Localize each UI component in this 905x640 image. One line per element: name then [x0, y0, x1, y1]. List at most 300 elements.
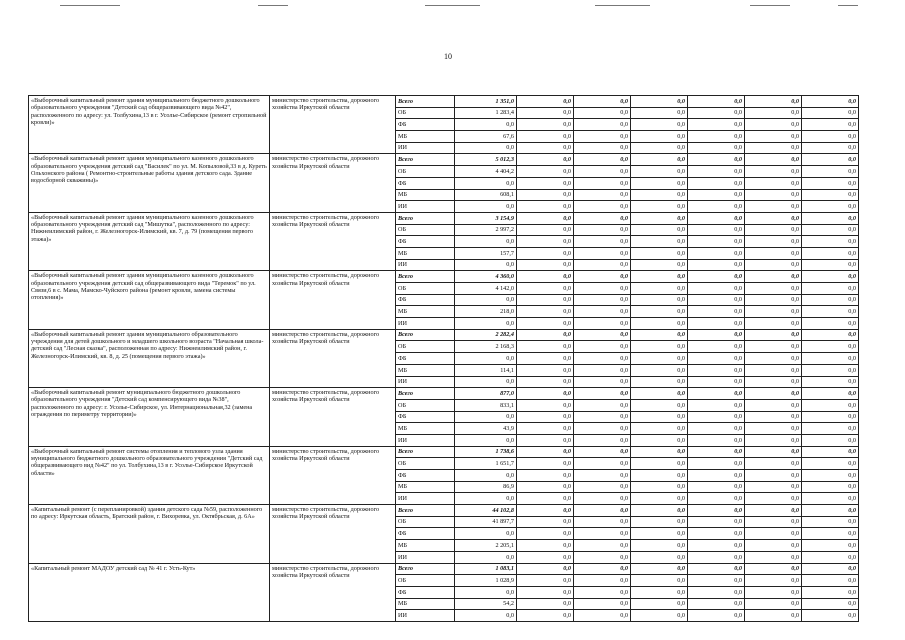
- amount-cell: 0,0: [631, 96, 688, 108]
- responsible-org: министерство строительства, дорожного хозяйства Иркутской области: [270, 212, 396, 270]
- amount-cell: 2 205,1: [455, 540, 517, 552]
- project-name: «Выборочный капитальный ремонт здания муниципального казенного дошкольного образовательного учреждения детский сад "Мишутка", расположенного по адресу: Нижнеилимский район, г. Железногорск-Илимский, кв. 7, д. 79 (помещения первого этажа)»: [29, 212, 270, 270]
- project-name: «Выборочный капитальный ремонт здания муниципального образовательного учреждения для детей дошкольного и младшего школьного возраста "Начальная школа-детский сад "Лесная сказка", расположенная по адресу: Нижнеилимский район, г. Железногорск-Илимский, кв. 8, д. 25 (помещения первого этажа)»: [29, 329, 270, 387]
- amount-cell: 0,0: [631, 563, 688, 575]
- amount-cell: 0,0: [745, 271, 802, 283]
- funding-source: ФБ: [396, 177, 455, 189]
- amount-cell: 0,0: [517, 224, 574, 236]
- amount-cell: 0,0: [802, 318, 859, 330]
- amount-cell: 0,0: [802, 294, 859, 306]
- amount-cell: 0,0: [574, 201, 631, 213]
- amount-cell: 0,0: [631, 201, 688, 213]
- amount-cell: 0,0: [517, 236, 574, 248]
- funding-source: Всего: [396, 271, 455, 283]
- amount-cell: 0,0: [745, 119, 802, 131]
- amount-cell: 0,0: [574, 364, 631, 376]
- amount-cell: 0,0: [455, 201, 517, 213]
- project-name: «Выборочный капитальный ремонт здания муниципального бюджетного дошкольного образовательного учреждения "Детский сад общеразвивающего вида №42", расположенного по адресу: ул. Толбухина,13 в г. Усолье-Сибирское (ремонт стропильной кровли)»: [29, 96, 270, 154]
- amount-cell: 0,0: [688, 528, 745, 540]
- amount-cell: 0,0: [802, 505, 859, 517]
- amount-cell: 0,0: [631, 470, 688, 482]
- amount-cell: 0,0: [688, 189, 745, 201]
- amount-cell: 1 283,4: [455, 107, 517, 119]
- amount-cell: 0,0: [631, 107, 688, 119]
- amount-cell: 0,0: [802, 96, 859, 108]
- amount-cell: 0,0: [455, 528, 517, 540]
- amount-cell: 0,0: [745, 540, 802, 552]
- amount-cell: 0,0: [631, 318, 688, 330]
- amount-cell: 0,0: [631, 329, 688, 341]
- amount-cell: 0,0: [802, 551, 859, 563]
- amount-cell: 0,0: [631, 224, 688, 236]
- amount-cell: 0,0: [574, 107, 631, 119]
- amount-cell: 0,0: [574, 423, 631, 435]
- amount-cell: 0,0: [802, 283, 859, 295]
- funding-source: ОБ: [396, 341, 455, 353]
- amount-cell: 0,0: [745, 341, 802, 353]
- amount-cell: 0,0: [517, 96, 574, 108]
- amount-cell: 0,0: [455, 236, 517, 248]
- amount-cell: 0,0: [745, 388, 802, 400]
- amount-cell: 0,0: [455, 259, 517, 271]
- amount-cell: 608,1: [455, 189, 517, 201]
- amount-cell: 0,0: [631, 575, 688, 587]
- amount-cell: 0,0: [745, 142, 802, 154]
- amount-cell: 0,0: [455, 493, 517, 505]
- amount-cell: 0,0: [688, 247, 745, 259]
- funding-source: ИИ: [396, 142, 455, 154]
- amount-cell: 0,0: [688, 458, 745, 470]
- table-row: [29, 329, 859, 341]
- amount-cell: 0,0: [688, 212, 745, 224]
- amount-cell: 0,0: [745, 154, 802, 166]
- amount-cell: 0,0: [574, 236, 631, 248]
- amount-cell: 0,0: [688, 434, 745, 446]
- responsible-org: министерство строительства, дорожного хозяйства Иркутской области: [270, 563, 396, 621]
- amount-cell: 0,0: [631, 212, 688, 224]
- amount-cell: 0,0: [574, 563, 631, 575]
- amount-cell: 833,1: [455, 399, 517, 411]
- amount-cell: 0,0: [574, 224, 631, 236]
- amount-cell: 0,0: [802, 376, 859, 388]
- amount-cell: 0,0: [517, 563, 574, 575]
- amount-cell: 0,0: [745, 247, 802, 259]
- amount-cell: 0,0: [631, 341, 688, 353]
- funding-source: МБ: [396, 306, 455, 318]
- amount-cell: 0,0: [688, 516, 745, 528]
- amount-cell: 0,0: [574, 283, 631, 295]
- amount-cell: 0,0: [688, 364, 745, 376]
- amount-cell: 0,0: [574, 306, 631, 318]
- amount-cell: 0,0: [802, 458, 859, 470]
- amount-cell: 0,0: [517, 212, 574, 224]
- amount-cell: 0,0: [745, 598, 802, 610]
- funding-source: ФБ: [396, 236, 455, 248]
- amount-cell: 0,0: [631, 259, 688, 271]
- amount-cell: 0,0: [631, 353, 688, 365]
- amount-cell: 0,0: [802, 131, 859, 143]
- funding-source: ИИ: [396, 376, 455, 388]
- amount-cell: 0,0: [688, 598, 745, 610]
- amount-cell: 0,0: [802, 388, 859, 400]
- amount-cell: 0,0: [517, 294, 574, 306]
- amount-cell: 0,0: [745, 516, 802, 528]
- amount-cell: 0,0: [517, 516, 574, 528]
- amount-cell: 0,0: [517, 318, 574, 330]
- amount-cell: 0,0: [802, 563, 859, 575]
- amount-cell: 0,0: [574, 189, 631, 201]
- amount-cell: 0,0: [631, 177, 688, 189]
- amount-cell: 0,0: [688, 329, 745, 341]
- funding-source: ФБ: [396, 586, 455, 598]
- amount-cell: 0,0: [745, 166, 802, 178]
- amount-cell: 0,0: [745, 131, 802, 143]
- amount-cell: 1 351,0: [455, 96, 517, 108]
- amount-cell: 0,0: [688, 177, 745, 189]
- amount-cell: 0,0: [745, 551, 802, 563]
- amount-cell: 0,0: [574, 142, 631, 154]
- amount-cell: 114,1: [455, 364, 517, 376]
- project-name: «Выборочный капитальный ремонт муниципального бюджетного дошкольного образовательного учреждения "Детский сад компенсирующего вида №38", расположенного по адресу: г. Усолье-Сибирское, ул. Интернациональная,32 (замена ограждения по периметру территории)»: [29, 388, 270, 446]
- table-row: [29, 154, 859, 166]
- amount-cell: 0,0: [802, 516, 859, 528]
- amount-cell: 0,0: [455, 376, 517, 388]
- scan-artifact-line: [838, 5, 858, 6]
- funding-source: Всего: [396, 212, 455, 224]
- amount-cell: 0,0: [455, 551, 517, 563]
- amount-cell: 0,0: [517, 283, 574, 295]
- funding-source: Всего: [396, 154, 455, 166]
- amount-cell: 0,0: [688, 341, 745, 353]
- amount-cell: 0,0: [745, 493, 802, 505]
- amount-cell: 0,0: [802, 411, 859, 423]
- amount-cell: 0,0: [631, 411, 688, 423]
- amount-cell: 0,0: [802, 224, 859, 236]
- amount-cell: 1 083,1: [455, 563, 517, 575]
- amount-cell: 0,0: [688, 481, 745, 493]
- amount-cell: 0,0: [455, 470, 517, 482]
- amount-cell: 0,0: [745, 212, 802, 224]
- amount-cell: 0,0: [631, 283, 688, 295]
- amount-cell: 0,0: [517, 598, 574, 610]
- amount-cell: 0,0: [631, 446, 688, 458]
- amount-cell: 67,6: [455, 131, 517, 143]
- amount-cell: 0,0: [631, 598, 688, 610]
- amount-cell: 0,0: [745, 399, 802, 411]
- amount-cell: 0,0: [688, 271, 745, 283]
- amount-cell: 43,9: [455, 423, 517, 435]
- amount-cell: 0,0: [517, 329, 574, 341]
- scan-artifact-line: [258, 5, 288, 6]
- amount-cell: 0,0: [631, 610, 688, 622]
- amount-cell: 0,0: [517, 177, 574, 189]
- amount-cell: 0,0: [745, 318, 802, 330]
- funding-source: МБ: [396, 364, 455, 376]
- funding-source: Всего: [396, 505, 455, 517]
- funding-source: МБ: [396, 598, 455, 610]
- amount-cell: 0,0: [517, 434, 574, 446]
- amount-cell: 0,0: [688, 259, 745, 271]
- funding-source: ОБ: [396, 399, 455, 411]
- amount-cell: 0,0: [688, 399, 745, 411]
- scan-artifact-line: [595, 5, 650, 6]
- amount-cell: 0,0: [688, 353, 745, 365]
- funding-source: МБ: [396, 131, 455, 143]
- amount-cell: 0,0: [802, 306, 859, 318]
- amount-cell: 0,0: [631, 364, 688, 376]
- amount-cell: 0,0: [688, 411, 745, 423]
- amount-cell: 0,0: [517, 399, 574, 411]
- table-row: [29, 563, 859, 575]
- amount-cell: 0,0: [631, 493, 688, 505]
- amount-cell: 0,0: [574, 505, 631, 517]
- amount-cell: 0,0: [574, 259, 631, 271]
- amount-cell: 0,0: [688, 107, 745, 119]
- amount-cell: 0,0: [631, 189, 688, 201]
- amount-cell: 0,0: [517, 341, 574, 353]
- funding-source: ИИ: [396, 551, 455, 563]
- amount-cell: 0,0: [688, 166, 745, 178]
- amount-cell: 0,0: [688, 318, 745, 330]
- amount-cell: 0,0: [455, 119, 517, 131]
- amount-cell: 0,0: [631, 236, 688, 248]
- funding-source: Всего: [396, 329, 455, 341]
- amount-cell: 0,0: [688, 224, 745, 236]
- funding-source: ИИ: [396, 259, 455, 271]
- amount-cell: 0,0: [802, 586, 859, 598]
- amount-cell: 0,0: [574, 528, 631, 540]
- amount-cell: 0,0: [802, 399, 859, 411]
- amount-cell: 0,0: [802, 119, 859, 131]
- amount-cell: 0,0: [574, 610, 631, 622]
- amount-cell: 0,0: [574, 294, 631, 306]
- amount-cell: 0,0: [455, 353, 517, 365]
- amount-cell: 0,0: [745, 364, 802, 376]
- amount-cell: 0,0: [455, 411, 517, 423]
- project-name: «Выборочный капитальный ремонт здания муниципального казенного дошкольного образовательного учреждения детский сад общеразвивающего вида "Теремок" по ул. Связи,6 в с. Мама, Мамско-Чуйского района (ремонт кровли, замена системы отопления)»: [29, 271, 270, 329]
- amount-cell: 0,0: [631, 154, 688, 166]
- funding-source: ФБ: [396, 353, 455, 365]
- amount-cell: 0,0: [574, 341, 631, 353]
- amount-cell: 0,0: [631, 131, 688, 143]
- table-row: [29, 212, 859, 224]
- amount-cell: 0,0: [802, 446, 859, 458]
- responsible-org: министерство строительства, дорожного хозяйства Иркутской области: [270, 271, 396, 329]
- amount-cell: 0,0: [455, 586, 517, 598]
- amount-cell: 0,0: [745, 458, 802, 470]
- table-row: [29, 446, 859, 458]
- amount-cell: 0,0: [688, 540, 745, 552]
- amount-cell: 0,0: [574, 540, 631, 552]
- scan-artifact-line: [60, 5, 120, 6]
- amount-cell: 2 282,4: [455, 329, 517, 341]
- amount-cell: 0,0: [802, 166, 859, 178]
- amount-cell: 0,0: [574, 493, 631, 505]
- amount-cell: 54,2: [455, 598, 517, 610]
- amount-cell: 0,0: [745, 446, 802, 458]
- table-row: [29, 505, 859, 517]
- scan-artifact-line: [425, 5, 480, 6]
- amount-cell: 4 404,2: [455, 166, 517, 178]
- amount-cell: 0,0: [517, 107, 574, 119]
- amount-cell: 0,0: [802, 259, 859, 271]
- amount-cell: 0,0: [745, 423, 802, 435]
- amount-cell: 0,0: [574, 575, 631, 587]
- amount-cell: 0,0: [688, 423, 745, 435]
- amount-cell: 0,0: [631, 271, 688, 283]
- amount-cell: 0,0: [745, 563, 802, 575]
- amount-cell: 0,0: [688, 283, 745, 295]
- amount-cell: 0,0: [574, 212, 631, 224]
- amount-cell: 0,0: [631, 458, 688, 470]
- amount-cell: 0,0: [517, 551, 574, 563]
- amount-cell: 0,0: [688, 119, 745, 131]
- amount-cell: 1 028,9: [455, 575, 517, 587]
- amount-cell: 0,0: [688, 131, 745, 143]
- amount-cell: 0,0: [517, 575, 574, 587]
- amount-cell: 0,0: [517, 201, 574, 213]
- amount-cell: 0,0: [517, 540, 574, 552]
- responsible-org: министерство строительства, дорожного хозяйства Иркутской области: [270, 446, 396, 504]
- amount-cell: 0,0: [802, 481, 859, 493]
- funding-source: МБ: [396, 423, 455, 435]
- amount-cell: 218,0: [455, 306, 517, 318]
- amount-cell: 0,0: [802, 107, 859, 119]
- amount-cell: 0,0: [631, 528, 688, 540]
- amount-cell: 0,0: [745, 306, 802, 318]
- funding-source: МБ: [396, 189, 455, 201]
- funding-source: МБ: [396, 247, 455, 259]
- project-name: «Капитальный ремонт (с перепланировкой) здания детского сада №59, расположенного по адресу: Иркутская область, Братский район, г. Вихоревка, ул. Октябрьская, д. 6А»: [29, 505, 270, 563]
- amount-cell: 0,0: [688, 446, 745, 458]
- amount-cell: 0,0: [688, 306, 745, 318]
- amount-cell: 0,0: [745, 259, 802, 271]
- amount-cell: 0,0: [574, 458, 631, 470]
- amount-cell: 0,0: [688, 505, 745, 517]
- amount-cell: 0,0: [802, 341, 859, 353]
- funding-source: ИИ: [396, 434, 455, 446]
- amount-cell: 0,0: [631, 540, 688, 552]
- amount-cell: 877,0: [455, 388, 517, 400]
- amount-cell: 0,0: [574, 434, 631, 446]
- amount-cell: 0,0: [745, 434, 802, 446]
- amount-cell: 0,0: [745, 283, 802, 295]
- funding-source: МБ: [396, 481, 455, 493]
- amount-cell: 0,0: [631, 142, 688, 154]
- amount-cell: 0,0: [631, 247, 688, 259]
- funding-source: ИИ: [396, 610, 455, 622]
- amount-cell: 0,0: [517, 247, 574, 259]
- amount-cell: 0,0: [574, 119, 631, 131]
- amount-cell: 0,0: [745, 189, 802, 201]
- amount-cell: 0,0: [517, 610, 574, 622]
- amount-cell: 0,0: [631, 481, 688, 493]
- responsible-org: министерство строительства, дорожного хозяйства Иркутской области: [270, 505, 396, 563]
- amount-cell: 0,0: [745, 236, 802, 248]
- scan-artifact-line: [750, 5, 790, 6]
- amount-cell: 2 168,3: [455, 341, 517, 353]
- project-name: «Капитальный ремонт МАДОУ детский сад № 41 г. Усть-Кут»: [29, 563, 270, 621]
- amount-cell: 44 102,8: [455, 505, 517, 517]
- amount-cell: 0,0: [574, 353, 631, 365]
- amount-cell: 0,0: [802, 540, 859, 552]
- amount-cell: 0,0: [631, 306, 688, 318]
- amount-cell: 0,0: [517, 481, 574, 493]
- amount-cell: 0,0: [802, 142, 859, 154]
- amount-cell: 0,0: [517, 259, 574, 271]
- amount-cell: 0,0: [574, 481, 631, 493]
- amount-cell: 0,0: [688, 236, 745, 248]
- amount-cell: 0,0: [517, 388, 574, 400]
- amount-cell: 0,0: [517, 142, 574, 154]
- amount-cell: 0,0: [688, 142, 745, 154]
- funding-source: ОБ: [396, 107, 455, 119]
- funding-source: ИИ: [396, 318, 455, 330]
- amount-cell: 0,0: [745, 96, 802, 108]
- amount-cell: 0,0: [688, 376, 745, 388]
- amount-cell: 86,9: [455, 481, 517, 493]
- amount-cell: 0,0: [688, 470, 745, 482]
- amount-cell: 0,0: [802, 575, 859, 587]
- amount-cell: 0,0: [745, 481, 802, 493]
- amount-cell: 3 154,9: [455, 212, 517, 224]
- amount-cell: 0,0: [517, 411, 574, 423]
- amount-cell: 0,0: [455, 318, 517, 330]
- amount-cell: 0,0: [802, 528, 859, 540]
- amount-cell: 5 012,3: [455, 154, 517, 166]
- amount-cell: 0,0: [745, 177, 802, 189]
- amount-cell: 0,0: [631, 119, 688, 131]
- funding-source: ФБ: [396, 470, 455, 482]
- funding-source: ФБ: [396, 411, 455, 423]
- amount-cell: 0,0: [631, 376, 688, 388]
- amount-cell: 0,0: [574, 131, 631, 143]
- amount-cell: 0,0: [802, 201, 859, 213]
- amount-cell: 0,0: [688, 294, 745, 306]
- amount-cell: 0,0: [455, 610, 517, 622]
- amount-cell: 0,0: [517, 528, 574, 540]
- amount-cell: 0,0: [574, 598, 631, 610]
- amount-cell: 0,0: [688, 201, 745, 213]
- amount-cell: 0,0: [745, 329, 802, 341]
- amount-cell: 0,0: [517, 493, 574, 505]
- budget-table: [28, 95, 859, 622]
- amount-cell: 0,0: [574, 166, 631, 178]
- amount-cell: 1 651,7: [455, 458, 517, 470]
- amount-cell: 0,0: [517, 131, 574, 143]
- funding-source: Всего: [396, 563, 455, 575]
- amount-cell: 0,0: [802, 236, 859, 248]
- amount-cell: 0,0: [517, 470, 574, 482]
- amount-cell: 0,0: [802, 271, 859, 283]
- amount-cell: 0,0: [517, 166, 574, 178]
- amount-cell: 0,0: [574, 516, 631, 528]
- amount-cell: 0,0: [802, 493, 859, 505]
- amount-cell: 0,0: [574, 551, 631, 563]
- amount-cell: 0,0: [517, 505, 574, 517]
- amount-cell: 0,0: [688, 575, 745, 587]
- amount-cell: 0,0: [745, 294, 802, 306]
- amount-cell: 0,0: [631, 505, 688, 517]
- amount-cell: 2 997,2: [455, 224, 517, 236]
- project-name: «Выборочный капитальный ремонт здания муниципального казенного дошкольного образовательного учреждения детский сад "Василек" по ул. М. Копыловой,33 в д. Куреть Ольхонского района ( Ремонтно-строительные работы здания детского сада. Здание водосборной скважины)»: [29, 154, 270, 212]
- amount-cell: 0,0: [745, 470, 802, 482]
- responsible-org: министерство строительства, дорожного хозяйства Иркутской области: [270, 329, 396, 387]
- amount-cell: 0,0: [802, 434, 859, 446]
- amount-cell: 0,0: [745, 575, 802, 587]
- amount-cell: 0,0: [745, 376, 802, 388]
- project-name: «Выборочный капитальный ремонт системы отопления и теплового узла здания муниципального бюджетного дошкольного образовательного учреждения "Детский сад общеразвивающего вид №42" по ул. Толбухина,13 в г. Усолье-Сибирское Иркутской области»: [29, 446, 270, 504]
